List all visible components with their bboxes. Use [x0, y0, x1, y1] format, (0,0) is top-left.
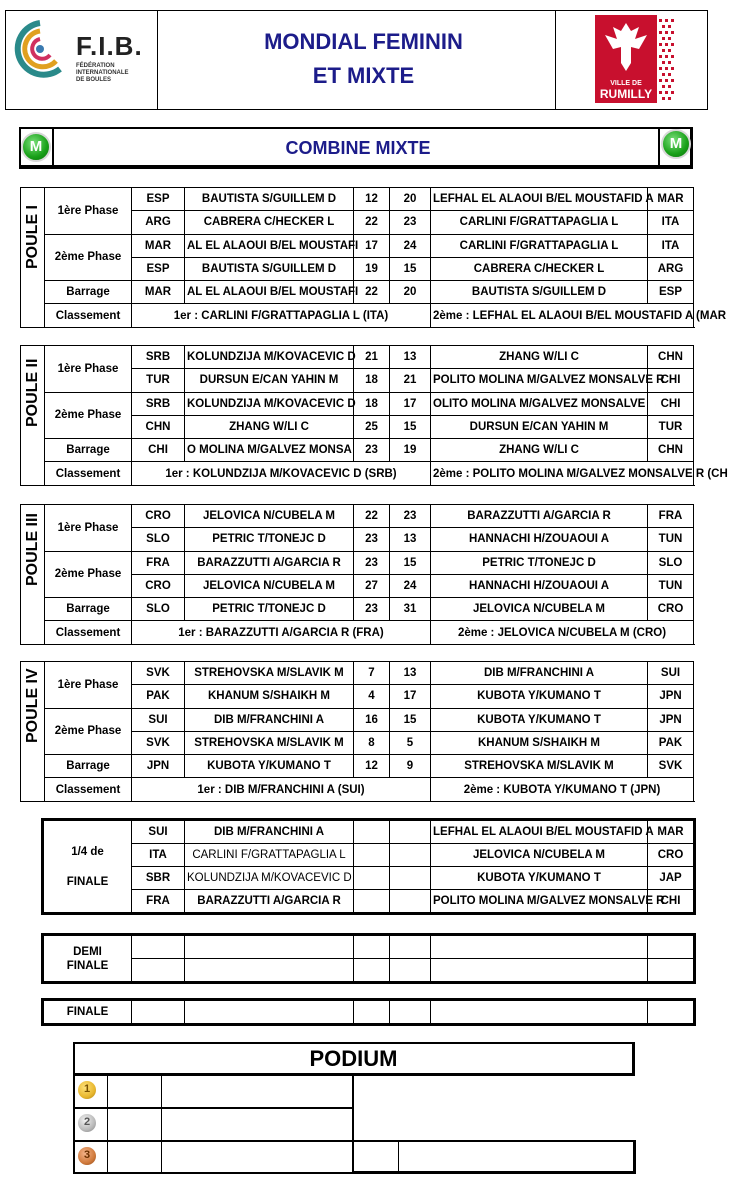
team-name: CARLINI F/GRATTAPAGLIA L	[431, 211, 648, 234]
team-name: PETRIC T/TONEJC D	[185, 598, 354, 621]
team-name: ZHANG W/LI C	[431, 439, 648, 462]
score: 16	[354, 708, 390, 731]
section-title-bar	[19, 127, 693, 169]
country-code: SUI	[648, 662, 694, 685]
poule-table	[20, 187, 727, 328]
score: 13	[390, 346, 431, 369]
country-code: SLO	[132, 598, 185, 621]
score	[390, 890, 431, 913]
country-code: SLO	[132, 528, 185, 551]
score: 22	[354, 505, 390, 528]
team-name: BAUTISTA S/GUILLEM D	[185, 188, 354, 211]
poule-table	[20, 504, 694, 645]
country-code: TUN	[648, 574, 694, 597]
team-name: AL EL ALAOUI B/EL MOUSTAFI	[185, 234, 354, 257]
score: 17	[390, 392, 431, 415]
country-code: ARG	[132, 211, 185, 234]
team-name: ZHANG W/LI C	[431, 346, 648, 369]
score: 15	[390, 551, 431, 574]
country-code: CHN	[648, 346, 694, 369]
match-row	[21, 188, 694, 211]
empty-cell	[132, 936, 185, 959]
country-code: MAR	[132, 281, 185, 304]
team-name: O MOLINA M/GALVEZ MONSA	[185, 439, 354, 462]
team-name: STREHOVSKA M/SLAVIK M	[185, 731, 354, 754]
ranking-first: 1er : BARAZZUTTI A/GARCIA R (FRA)	[132, 621, 431, 644]
country-code: ITA	[648, 211, 694, 234]
team-name: DURSUN E/CAN YAHIN M	[431, 415, 648, 438]
match-row	[21, 551, 694, 574]
team-name: PETRIC T/TONEJC D	[185, 528, 354, 551]
score: 20	[390, 281, 431, 304]
team-name: CARLINI F/GRATTAPAGLIA L	[185, 844, 354, 867]
team-name: OLITO MOLINA M/GALVEZ MONSALVE	[431, 392, 648, 415]
team-name: LEFHAL EL ALAOUI B/EL MOUSTAFID A	[431, 188, 648, 211]
team-name: DIB M/FRANCHINI A	[431, 662, 648, 685]
country-code: SVK	[132, 662, 185, 685]
country-code: PAK	[648, 731, 694, 754]
score	[390, 867, 431, 890]
team-name: STREHOVSKA M/SLAVIK M	[431, 755, 648, 778]
country-code: ESP	[648, 281, 694, 304]
empty-cell	[132, 959, 185, 982]
score: 17	[390, 685, 431, 708]
country-code: FRA	[132, 890, 185, 913]
team-name: CARLINI F/GRATTAPAGLIA L	[431, 234, 648, 257]
score: 25	[354, 415, 390, 438]
score: 7	[354, 662, 390, 685]
rumilly-logo	[595, 15, 675, 103]
empty-cell	[431, 936, 648, 959]
score: 23	[354, 598, 390, 621]
empty-cell	[648, 936, 694, 959]
score: 21	[390, 369, 431, 392]
podium-box	[352, 1140, 636, 1174]
phase-label: Barrage	[45, 755, 132, 778]
score: 18	[354, 392, 390, 415]
team-name: KHANUM S/SHAIKH M	[185, 685, 354, 708]
quarter-match-row	[44, 821, 694, 844]
empty-cell	[354, 936, 390, 959]
country-code: ARG	[648, 257, 694, 280]
phase-label: Barrage	[45, 439, 132, 462]
phase-label: 2ème Phase	[45, 392, 132, 439]
quarter-final-table	[43, 820, 694, 913]
fib-logo-text: F.I.B.	[76, 31, 143, 61]
team-name: JELOVICA N/CUBELA M	[185, 574, 354, 597]
team-name: KHANUM S/SHAIKH M	[431, 731, 648, 754]
match-row	[21, 505, 694, 528]
country-code: CHI	[648, 369, 694, 392]
team-name: KOLUNDZIJA M/KOVACEVIC D	[185, 346, 354, 369]
poule-label: POULE III	[21, 505, 45, 645]
mixte-badge-icon: M	[661, 129, 691, 159]
score: 5	[390, 731, 431, 754]
podium-box	[73, 1074, 354, 1174]
score: 22	[354, 211, 390, 234]
empty-cell	[390, 959, 431, 982]
quarter-final-label: 1/4 de FINALE	[44, 821, 132, 913]
bronze-medal-icon: 3	[78, 1147, 96, 1165]
team-name: DIB M/FRANCHINI A	[185, 821, 354, 844]
country-code: JAP	[648, 867, 694, 890]
country-code: CHI	[648, 392, 694, 415]
quarter-match-row	[44, 890, 694, 913]
team-name: BARAZZUTTI A/GARCIA R	[185, 551, 354, 574]
score: 19	[390, 439, 431, 462]
country-code: TUN	[648, 528, 694, 551]
score: 23	[390, 211, 431, 234]
empty-cell	[185, 1001, 354, 1024]
phase-label: 1ère Phase	[45, 346, 132, 393]
country-code: CRO	[648, 844, 694, 867]
empty-cell	[390, 936, 431, 959]
country-code: JPN	[132, 755, 185, 778]
team-name: KUBOTA Y/KUMANO T	[431, 685, 648, 708]
country-code: CHN	[648, 439, 694, 462]
empty-cell	[354, 1001, 390, 1024]
ranking-first: 1er : DIB M/FRANCHINI A (SUI)	[132, 778, 431, 801]
country-code: TUR	[132, 369, 185, 392]
country-code: ESP	[132, 257, 185, 280]
empty-cell	[354, 959, 390, 982]
score: 4	[354, 685, 390, 708]
team-name: JELOVICA N/CUBELA M	[431, 844, 648, 867]
country-code: SRB	[132, 392, 185, 415]
score	[390, 844, 431, 867]
score: 20	[390, 188, 431, 211]
team-name: BARAZZUTTI A/GARCIA R	[185, 890, 354, 913]
classement-label: Classement	[45, 621, 132, 644]
ranking-second: 2ème : LEFHAL EL ALAOUI B/EL MOUSTAFID A (MAR	[431, 304, 694, 327]
country-code: CHI	[648, 890, 694, 913]
fib-logo-subtitle: FÉDÉRATION INTERNATIONALE DE BOULES	[76, 63, 129, 83]
country-code: CHI	[132, 439, 185, 462]
mixte-badge-icon: M	[21, 132, 51, 162]
score: 24	[390, 234, 431, 257]
match-row	[21, 439, 694, 462]
team-name: BARAZZUTTI A/GARCIA R	[431, 505, 648, 528]
country-code: SUI	[132, 821, 185, 844]
ranking-row	[21, 621, 694, 644]
match-row	[21, 755, 694, 778]
score: 23	[390, 505, 431, 528]
poule-label: POULE IV	[21, 662, 45, 802]
page-title-line1: MONDIAL FEMININ	[264, 29, 463, 54]
team-name: DIB M/FRANCHINI A	[185, 708, 354, 731]
phase-label: Barrage	[45, 281, 132, 304]
phase-label: 2ème Phase	[45, 551, 132, 598]
phase-label: Barrage	[45, 598, 132, 621]
score: 15	[390, 708, 431, 731]
country-code: TUR	[648, 415, 694, 438]
poule-label: POULE I	[21, 188, 45, 328]
score: 9	[390, 755, 431, 778]
match-row	[21, 346, 694, 369]
country-code: ITA	[132, 844, 185, 867]
match-row	[21, 708, 694, 731]
poule-table	[20, 661, 694, 802]
score	[354, 821, 390, 844]
silver-medal-icon: 2	[78, 1114, 96, 1132]
country-code: CRO	[648, 598, 694, 621]
quarter-match-row	[44, 844, 694, 867]
match-row	[21, 281, 694, 304]
svg-text:VILLE DE: VILLE DE	[610, 80, 642, 87]
team-name: BAUTISTA S/GUILLEM D	[185, 257, 354, 280]
ranking-row	[21, 778, 694, 801]
country-code: JPN	[648, 708, 694, 731]
final-label: FINALE	[44, 1001, 132, 1024]
score: 13	[390, 528, 431, 551]
empty-cell	[648, 1001, 694, 1024]
empty-cell	[431, 959, 648, 982]
rumilly-eagle-icon	[595, 15, 675, 103]
empty-cell	[132, 1001, 185, 1024]
score: 22	[354, 281, 390, 304]
score: 19	[354, 257, 390, 280]
match-row	[21, 598, 694, 621]
phase-label: 1ère Phase	[45, 188, 132, 235]
team-name: PETRIC T/TONEJC D	[431, 551, 648, 574]
team-name: KUBOTA Y/KUMANO T	[431, 708, 648, 731]
team-name: ZHANG W/LI C	[185, 415, 354, 438]
country-code: MAR	[648, 188, 694, 211]
score	[354, 844, 390, 867]
team-name: HANNACHI H/ZOUAOUI A	[431, 574, 648, 597]
team-name: DURSUN E/CAN YAHIN M	[185, 369, 354, 392]
team-name: KUBOTA Y/KUMANO T	[185, 755, 354, 778]
score: 31	[390, 598, 431, 621]
score: 17	[354, 234, 390, 257]
ranking-second: 2ème : JELOVICA N/CUBELA M (CRO)	[431, 621, 694, 644]
poule-label: POULE II	[21, 346, 45, 486]
country-code: SBR	[132, 867, 185, 890]
gold-medal-icon: 1	[78, 1081, 96, 1099]
empty-cell	[185, 936, 354, 959]
score: 27	[354, 574, 390, 597]
score: 13	[390, 662, 431, 685]
country-code: MAR	[132, 234, 185, 257]
country-code: PAK	[132, 685, 185, 708]
country-code: SLO	[648, 551, 694, 574]
score: 23	[354, 551, 390, 574]
score: 12	[354, 188, 390, 211]
semi-final-label: DEMI FINALE	[44, 936, 132, 982]
section-title: COMBINE MIXTE	[285, 138, 431, 158]
quarter-match-row	[44, 867, 694, 890]
team-name: KOLUNDZIJA M/KOVACEVIC D	[185, 392, 354, 415]
score: 8	[354, 731, 390, 754]
team-name: HANNACHI H/ZOUAOUI A	[431, 528, 648, 551]
team-name: KUBOTA Y/KUMANO T	[431, 867, 648, 890]
empty-cell	[648, 959, 694, 982]
score	[354, 890, 390, 913]
svg-text:RUMILLY: RUMILLY	[599, 87, 653, 101]
classement-label: Classement	[45, 462, 132, 485]
empty-cell	[185, 959, 354, 982]
poule-table	[20, 345, 728, 486]
score: 21	[354, 346, 390, 369]
team-name: BAUTISTA S/GUILLEM D	[431, 281, 648, 304]
country-code: JPN	[648, 685, 694, 708]
ranking-first: 1er : KOLUNDZIJA M/KOVACEVIC D (SRB)	[132, 462, 431, 485]
country-code: MAR	[648, 821, 694, 844]
phase-label: 2ème Phase	[45, 708, 132, 755]
country-code: CHN	[132, 415, 185, 438]
ranking-first: 1er : CARLINI F/GRATTAPAGLIA L (ITA)	[132, 304, 431, 327]
country-code: ITA	[648, 234, 694, 257]
score	[390, 821, 431, 844]
country-code: SRB	[132, 346, 185, 369]
country-code: CRO	[132, 574, 185, 597]
score: 23	[354, 439, 390, 462]
ranking-row	[21, 462, 694, 485]
country-code: CRO	[132, 505, 185, 528]
page-title-line2: ET MIXTE	[312, 63, 415, 88]
score: 24	[390, 574, 431, 597]
country-code: ESP	[132, 188, 185, 211]
final-table	[43, 1000, 694, 1024]
country-code: SVK	[648, 755, 694, 778]
empty-cell	[431, 1001, 648, 1024]
match-row	[21, 662, 694, 685]
score: 15	[390, 257, 431, 280]
score: 23	[354, 528, 390, 551]
team-name: JELOVICA N/CUBELA M	[185, 505, 354, 528]
classement-label: Classement	[45, 304, 132, 327]
page-header	[5, 10, 708, 110]
score: 15	[390, 415, 431, 438]
phase-label: 1ère Phase	[45, 662, 132, 709]
team-name: STREHOVSKA M/SLAVIK M	[185, 662, 354, 685]
phase-label: 1ère Phase	[45, 505, 132, 552]
team-name: AL EL ALAOUI B/EL MOUSTAFI	[185, 281, 354, 304]
team-name: POLITO MOLINA M/GALVEZ MONSALVE R	[431, 369, 648, 392]
country-code: FRA	[132, 551, 185, 574]
country-code: SVK	[132, 731, 185, 754]
team-name: CABRERA C/HECKER L	[431, 257, 648, 280]
score	[354, 867, 390, 890]
header-divider	[157, 11, 158, 109]
phase-label: 2ème Phase	[45, 234, 132, 281]
team-name: LEFHAL EL ALAOUI B/EL MOUSTAFID A	[431, 821, 648, 844]
country-code: SUI	[132, 708, 185, 731]
fib-logo-icon	[10, 17, 68, 87]
ranking-row	[21, 304, 694, 327]
team-name: CABRERA C/HECKER L	[185, 211, 354, 234]
score: 18	[354, 369, 390, 392]
match-row	[21, 234, 694, 257]
podium-title: PODIUM	[73, 1042, 635, 1076]
team-name: POLITO MOLINA M/GALVEZ MONSALVE R	[431, 890, 648, 913]
match-row	[21, 392, 694, 415]
semi-final-table	[43, 935, 694, 982]
classement-label: Classement	[45, 778, 132, 801]
empty-cell	[390, 1001, 431, 1024]
ranking-second: 2ème : KUBOTA Y/KUMANO T (JPN)	[431, 778, 694, 801]
country-code: FRA	[648, 505, 694, 528]
team-name: KOLUNDZIJA M/KOVACEVIC D	[185, 867, 354, 890]
score: 12	[354, 755, 390, 778]
team-name: JELOVICA N/CUBELA M	[431, 598, 648, 621]
ranking-second: 2ème : POLITO MOLINA M/GALVEZ MONSALVE R (CH	[431, 462, 694, 485]
